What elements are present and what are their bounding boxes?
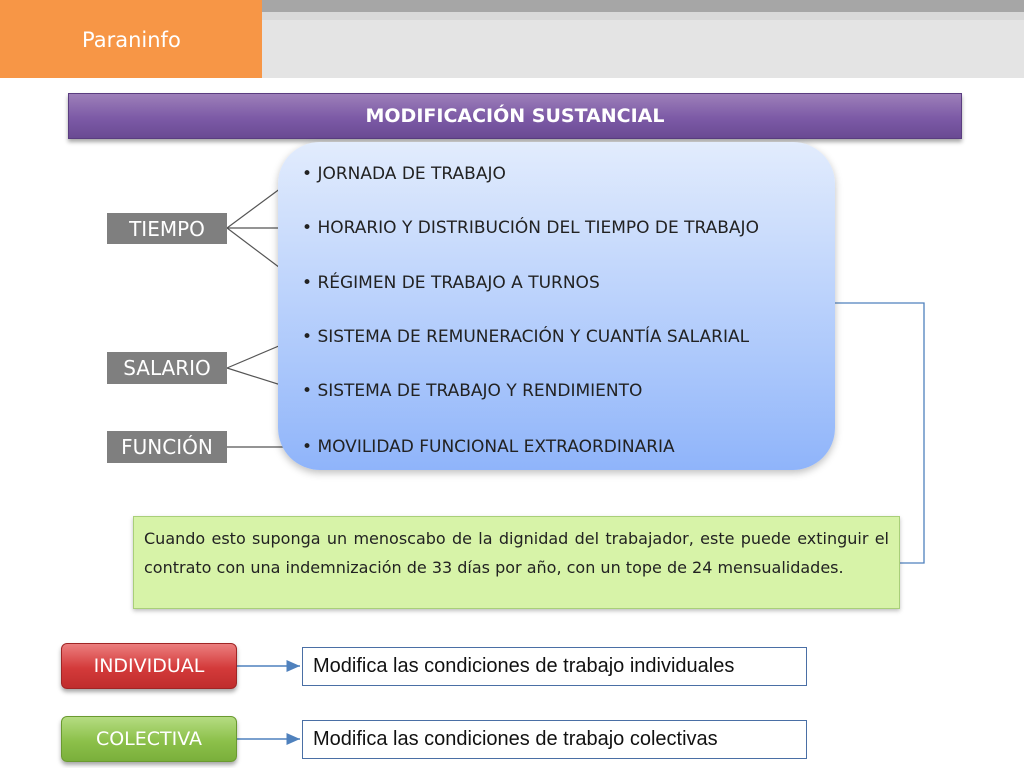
brand-name: Paraninfo (82, 28, 181, 52)
item-jornada: • JORNADA DE TRABAJO (302, 164, 506, 184)
item-remuneracion: • SISTEMA DE REMUNERACIÓN Y CUANTÍA SALARIAL (302, 327, 749, 347)
item-horario: • HORARIO Y DISTRIBUCIÓN DEL TIEMPO DE TRABAJO (302, 218, 759, 238)
modification-items-box (278, 142, 835, 470)
item-rendimiento: • SISTEMA DE TRABAJO Y RENDIMIENTO (302, 381, 642, 401)
category-funcion: FUNCIÓN (107, 431, 227, 463)
type-individual-description: Modifica las condiciones de trabajo individuales (302, 647, 807, 686)
note-box: Cuando esto suponga un menoscabo de la dignidad del trabajador, este puede extinguir el contrato con una indemnización de 33 días por año, con un tope de 24 mensualidades. (133, 516, 900, 609)
item-regimen: • RÉGIMEN DE TRABAJO A TURNOS (302, 273, 600, 293)
type-individual: INDIVIDUAL (61, 643, 237, 689)
slide-title: MODIFICACIÓN SUSTANCIAL (68, 93, 962, 139)
category-tiempo: TIEMPO (107, 213, 227, 244)
type-colectiva-description: Modifica las condiciones de trabajo colectivas (302, 720, 807, 759)
category-salario: SALARIO (107, 352, 227, 384)
item-movilidad: • MOVILIDAD FUNCIONAL EXTRAORDINARIA (302, 437, 675, 457)
type-colectiva: COLECTIVA (61, 716, 237, 762)
